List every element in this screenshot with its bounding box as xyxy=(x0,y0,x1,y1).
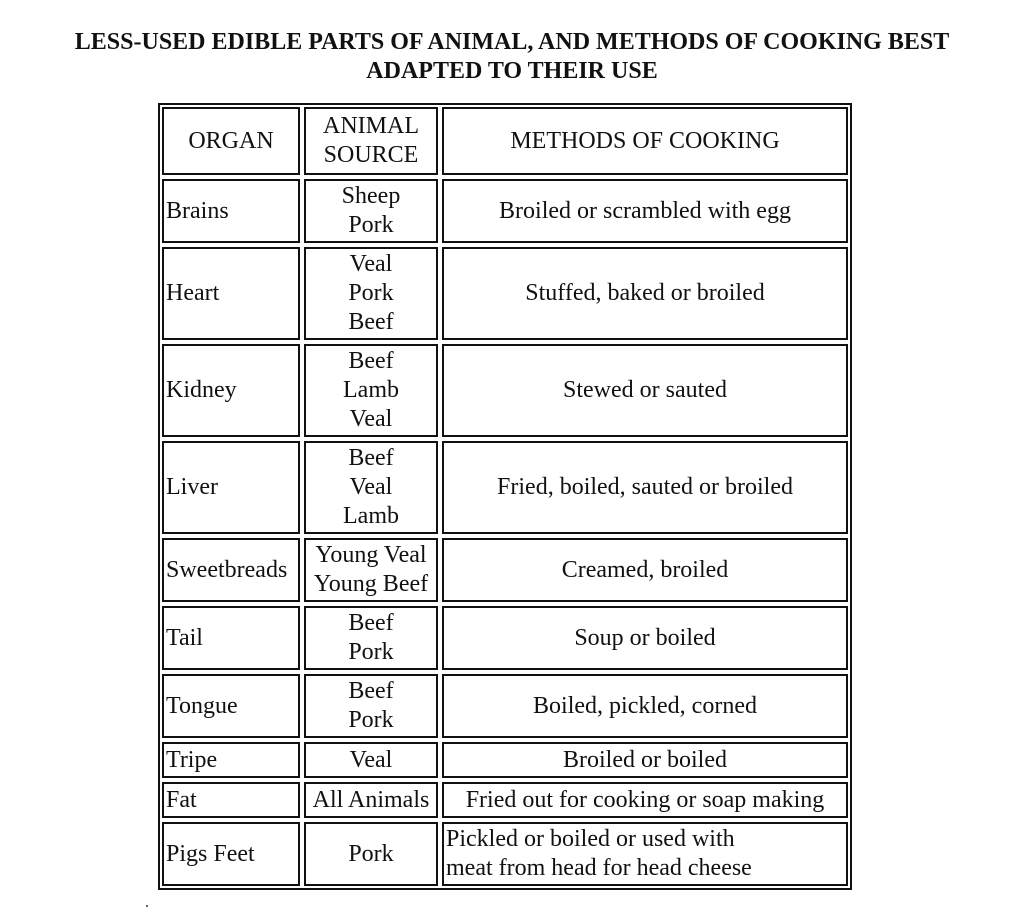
header-methods-of-cooking: METHODS OF COOKING xyxy=(442,107,848,175)
animal-source-item: Sheep xyxy=(341,183,401,209)
cooking-method-cell xyxy=(442,606,848,670)
table-row xyxy=(162,782,848,818)
animal-source-item: Veal xyxy=(349,746,393,773)
animal-source-item: Young Veal xyxy=(315,542,427,568)
animal-source-cell xyxy=(304,344,438,437)
table-row xyxy=(162,606,848,670)
animal-source-item: Beef xyxy=(348,610,394,636)
cooking-method-cell xyxy=(442,674,848,738)
organ-cell: Tongue xyxy=(162,674,300,738)
table-row xyxy=(162,538,848,602)
cooking-method-text: Stuffed, baked or broiled xyxy=(525,280,765,306)
cooking-method-cell xyxy=(442,782,848,818)
organ-cell: Pigs Feet xyxy=(162,822,300,886)
cooking-method-text: Broiled or boiled xyxy=(563,746,727,773)
table-row xyxy=(162,179,848,243)
cooking-method-text: Fried out for cooking or soap making xyxy=(465,786,825,813)
animal-source-item: Lamb xyxy=(343,377,399,403)
animal-source-item: Beef xyxy=(348,348,394,374)
cooking-method-text: Pickled or boiled or used with xyxy=(446,826,735,852)
animal-source-item: All Animals xyxy=(312,786,430,813)
organ-table xyxy=(158,103,852,890)
animal-source-cell xyxy=(304,674,438,738)
animal-source-cell xyxy=(304,782,438,818)
table-body xyxy=(162,179,848,886)
organ-cell: Tripe xyxy=(162,742,300,778)
animal-source-cell xyxy=(304,822,438,886)
animal-source-item: Beef xyxy=(348,445,394,471)
cooking-method-text: Stewed or sauted xyxy=(563,377,727,403)
animal-source-item: Veal xyxy=(349,406,393,432)
header-animal-source xyxy=(304,107,438,175)
cooking-method-cell xyxy=(442,822,848,886)
table-row xyxy=(162,742,848,778)
organ-cell: Liver xyxy=(162,441,300,534)
animal-source-cell xyxy=(304,179,438,243)
organ-cell: Heart xyxy=(162,247,300,340)
organ-cell: Kidney xyxy=(162,344,300,437)
animal-source-item: Young Beef xyxy=(313,571,429,597)
animal-source-cell xyxy=(304,247,438,340)
cooking-method-text: meat from head for head cheese xyxy=(446,855,752,881)
organ-cell: Tail xyxy=(162,606,300,670)
page-title-line-1: LESS-USED EDIBLE PARTS OF ANIMAL, AND METHODS OF COOKING BEST xyxy=(74,29,950,56)
scan-speck xyxy=(146,905,148,907)
organ-cell: Sweetbreads xyxy=(162,538,300,602)
header-organ: ORGAN xyxy=(162,107,300,175)
animal-source-cell xyxy=(304,606,438,670)
table-row xyxy=(162,674,848,738)
table-row xyxy=(162,247,848,340)
animal-source-item: Pork xyxy=(348,280,394,306)
animal-source-item: Veal xyxy=(349,474,393,500)
cooking-method-cell xyxy=(442,441,848,534)
animal-source-item: Veal xyxy=(349,251,393,277)
organ-table-frame xyxy=(158,103,852,890)
cooking-method-cell xyxy=(442,344,848,437)
cooking-method-text: Fried, boiled, sauted or broiled xyxy=(497,474,793,500)
page-title-line-2: ADAPTED TO THEIR USE xyxy=(366,58,658,85)
animal-source-item: Beef xyxy=(348,309,394,335)
header-animal-source-line-1: ANIMAL xyxy=(323,113,419,139)
animal-source-cell xyxy=(304,538,438,602)
animal-source-item: Lamb xyxy=(343,503,399,529)
cooking-method-cell xyxy=(442,179,848,243)
organ-cell: Brains xyxy=(162,179,300,243)
animal-source-item: Pork xyxy=(348,840,394,867)
organ-cell: Fat xyxy=(162,782,300,818)
animal-source-item: Pork xyxy=(348,707,394,733)
cooking-method-text: Soup or boiled xyxy=(574,624,716,651)
animal-source-cell xyxy=(304,441,438,534)
page-title xyxy=(0,28,1024,86)
cooking-method-text: Broiled or scrambled with egg xyxy=(499,197,791,224)
animal-source-item: Pork xyxy=(348,212,394,238)
table-header-row xyxy=(162,107,848,175)
animal-source-cell xyxy=(304,742,438,778)
cooking-method-cell xyxy=(442,742,848,778)
cooking-method-text: Boiled, pickled, corned xyxy=(533,692,757,719)
table-row xyxy=(162,344,848,437)
cooking-method-cell xyxy=(442,247,848,340)
table-row xyxy=(162,441,848,534)
animal-source-item: Pork xyxy=(348,639,394,665)
cooking-method-text: Creamed, broiled xyxy=(561,556,729,583)
animal-source-item: Beef xyxy=(348,678,394,704)
cooking-method-cell xyxy=(442,538,848,602)
table-row xyxy=(162,822,848,886)
header-animal-source-line-2: SOURCE xyxy=(323,142,419,168)
